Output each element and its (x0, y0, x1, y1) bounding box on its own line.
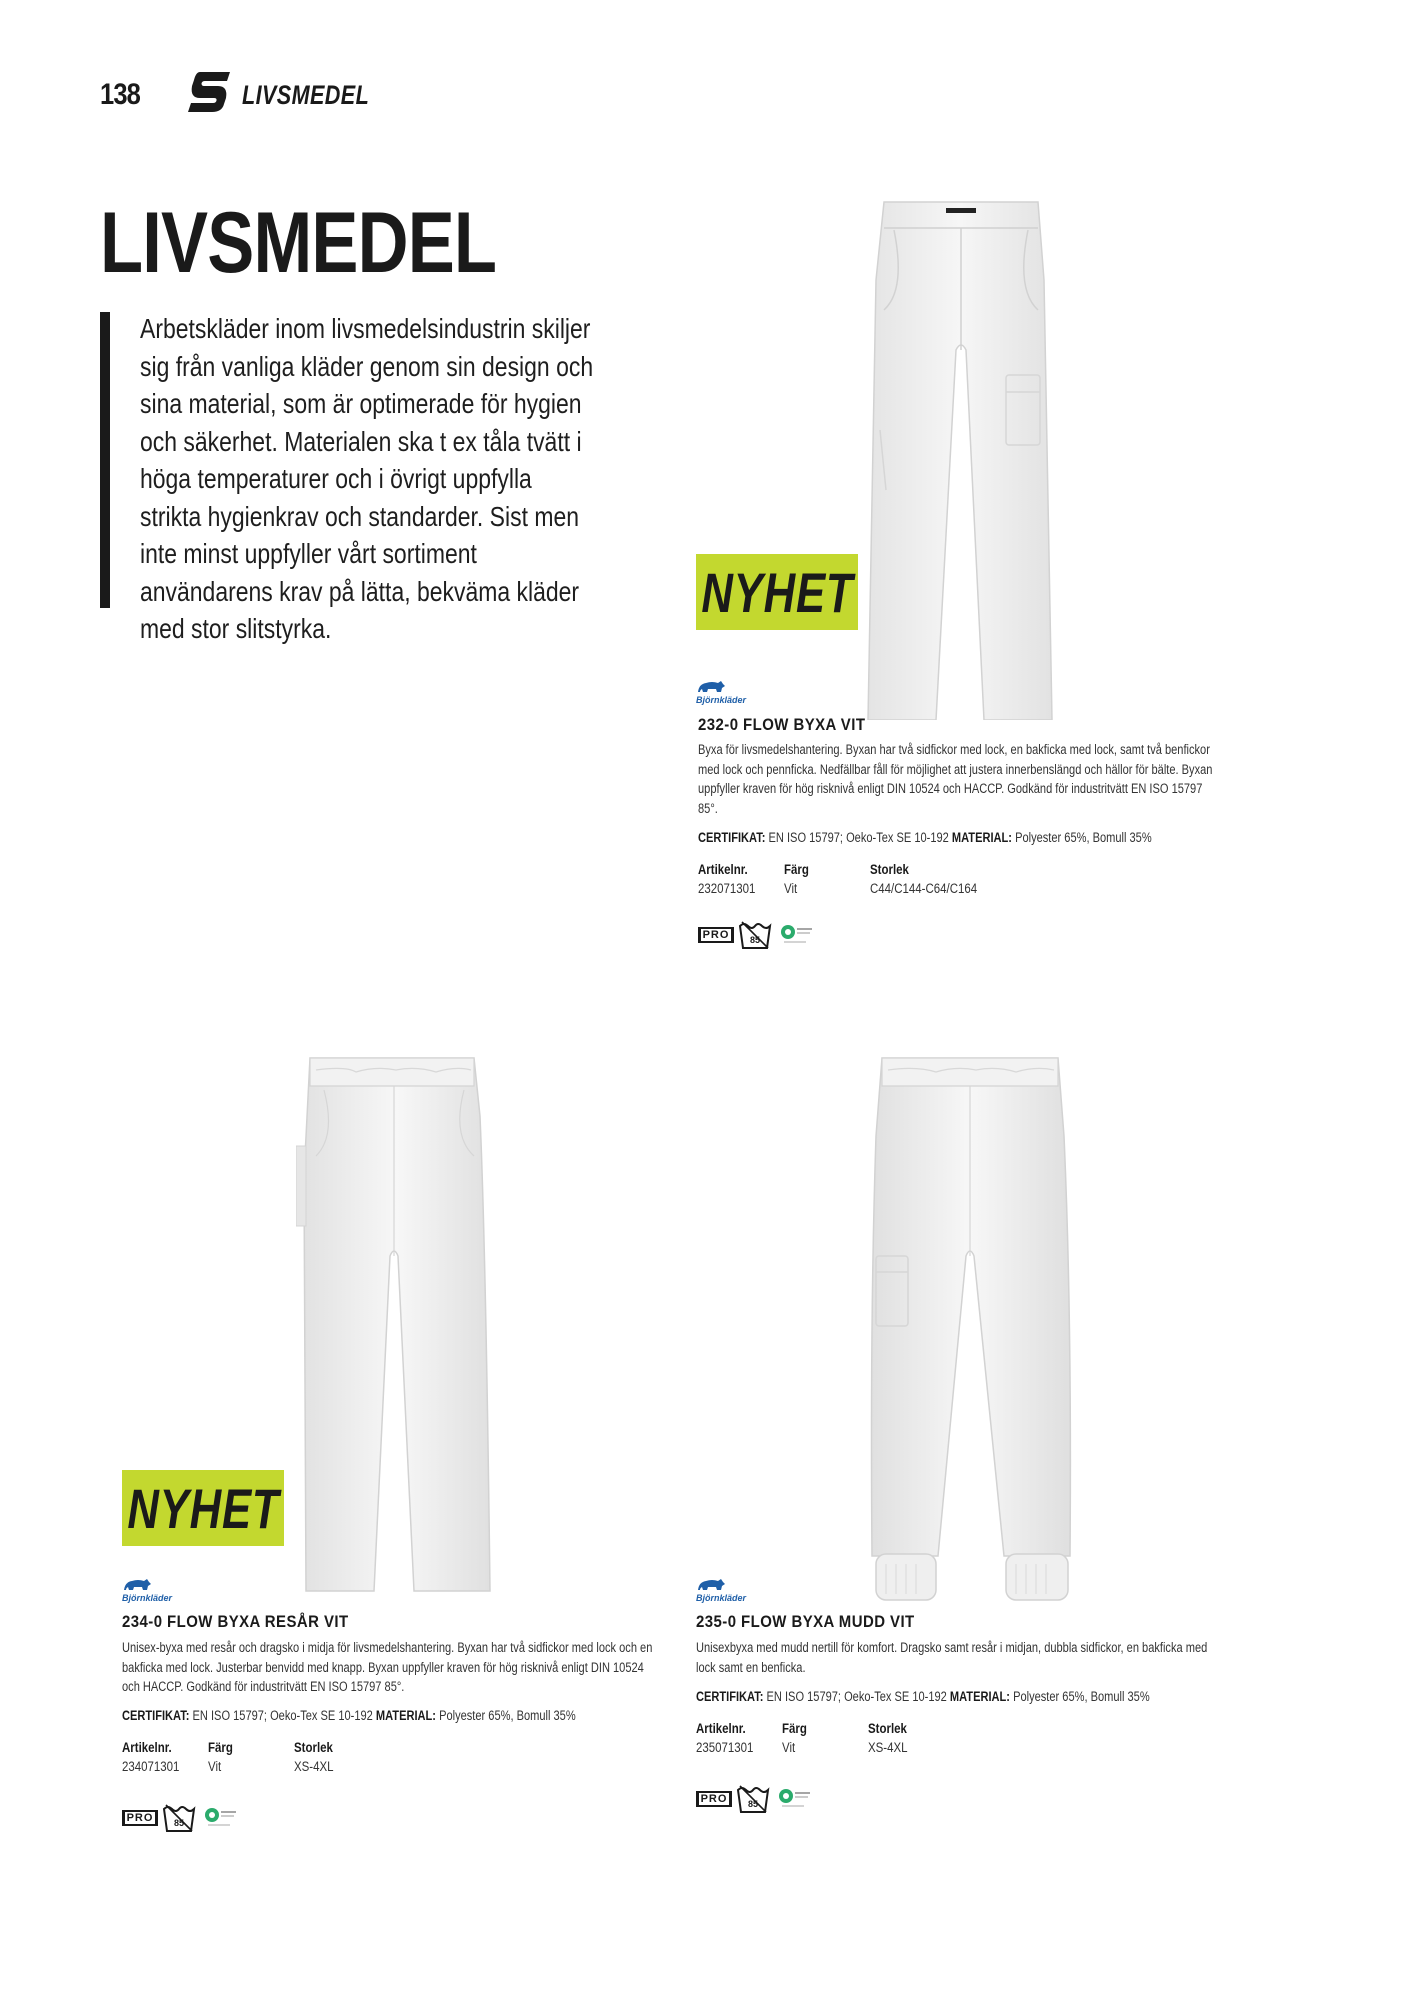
wash-85-icon (738, 920, 772, 950)
intro-accent-bar (100, 312, 110, 608)
product-cert-line (698, 830, 1152, 845)
brand-logo (696, 678, 756, 708)
product-title: 234-0 FLOW BYXA RESÅR VIT (122, 1612, 349, 1631)
product-description: Byxa för livsmedelshantering. Byxan har två sidfickor med lock, en bakficka med lock, samt två benfickor med lock och pennficka. Nedfällbar fåll för möjlighet att justera innerbenslängd och hällor för bälte. Byxan uppfyller kraven för hög risknivå enligt DIN 10524 och HACCP. Godkänd för industritvätt EN ISO 15797 85°. (698, 742, 1213, 816)
col-header-size: Storlek (294, 1740, 333, 1755)
brand-s-logo-icon (186, 70, 232, 114)
product-title: 232-0 FLOW BYXA VIT (698, 715, 866, 734)
col-header-size: Storlek (868, 1721, 907, 1736)
col-header-article: Artikelnr. (698, 862, 748, 877)
pro-label: PRO (702, 929, 730, 941)
wash-temp-label: 85 (173, 1818, 185, 1828)
wash-85-icon (736, 1784, 770, 1814)
product-cert-line (122, 1708, 576, 1723)
brand-logo-text: Björnkläder (696, 1593, 747, 1603)
col-header-size: Storlek (870, 862, 909, 877)
col-header-article: Artikelnr. (696, 1721, 746, 1736)
wash-temp-label: 85 (747, 1799, 759, 1809)
cert-label: CERTIFIKAT: (122, 1708, 190, 1723)
bear-icon (696, 1576, 726, 1594)
product-description: Unisexbyxa med mudd nertill för komfort. Dragsko samt resår i midjan, dubbla sidfickor, en bakficka med lock samt en benficka. (696, 1640, 1208, 1675)
size-value: XS-4XL (868, 1740, 908, 1755)
section-label: LIVSMEDEL (242, 80, 370, 110)
article-number: 232071301 (698, 881, 756, 896)
cert-label: CERTIFIKAT: (696, 1689, 764, 1704)
nyhet-badge-label: NYHET (127, 1476, 279, 1540)
cert-value: EN ISO 15797; Oeko-Tex SE 10-192 (192, 1708, 373, 1723)
product-title: 235-0 FLOW BYXA MUDD VIT (696, 1612, 915, 1631)
nyhet-badge-label: NYHET (701, 560, 853, 624)
product-cert-line (696, 1689, 1150, 1704)
bear-icon (696, 678, 726, 696)
color-value: Vit (784, 881, 798, 896)
pro-label: PRO (126, 1812, 154, 1824)
col-header-color: Färg (784, 862, 809, 877)
material-value: Polyester 65%, Bomull 35% (1013, 1689, 1150, 1704)
pro-icon (698, 927, 734, 943)
brand-logo-text: Björnkläder (696, 695, 747, 705)
article-number: 234071301 (122, 1759, 180, 1774)
page-number: 138 (100, 78, 141, 111)
col-header-article: Artikelnr. (122, 1740, 172, 1755)
nyhet-badge (122, 1470, 284, 1546)
product-image-235 (866, 1056, 1076, 1604)
col-header-color: Färg (208, 1740, 233, 1755)
oeko-tex-icon (204, 1807, 238, 1829)
bear-icon (122, 1576, 152, 1594)
material-value: Polyester 65%, Bomull 35% (1015, 830, 1152, 845)
nyhet-badge (696, 554, 858, 630)
pro-icon (122, 1810, 158, 1826)
brand-logo (696, 1576, 756, 1606)
material-label: MATERIAL: (375, 1708, 436, 1723)
wash-temp-label: 85 (749, 935, 761, 945)
wash-85-icon (162, 1803, 196, 1833)
page-title: LIVSMEDEL (100, 195, 497, 291)
intro-paragraph: Arbetskläder inom livsmedelsindustrin skiljer sig från vanliga kläder genom sin design och sina material, som är optimerade för hygien och säkerhet. Materialen ska t ex tåla tvätt i höga temperaturer och i övrigt uppfylla strikta hygienkrav och standarder. Sist men inte minst uppfyller vårt sortiment användarens krav på lätta, bekväma kläder med stor slitstyrka. (140, 313, 594, 644)
cert-label: CERTIFIKAT: (698, 830, 766, 845)
brand-logo (122, 1576, 182, 1606)
material-value: Polyester 65%, Bomull 35% (439, 1708, 576, 1723)
material-label: MATERIAL: (951, 830, 1012, 845)
oeko-tex-icon (780, 924, 814, 946)
size-value: C44/C144-C64/C164 (870, 881, 978, 896)
color-value: Vit (782, 1740, 796, 1755)
color-value: Vit (208, 1759, 222, 1774)
oeko-tex-icon (778, 1788, 812, 1810)
size-value: XS-4XL (294, 1759, 334, 1774)
pro-label: PRO (700, 1793, 728, 1805)
cert-value: EN ISO 15797; Oeko-Tex SE 10-192 (768, 830, 949, 845)
cert-value: EN ISO 15797; Oeko-Tex SE 10-192 (766, 1689, 947, 1704)
product-image-232 (866, 200, 1056, 720)
pro-icon (696, 1791, 732, 1807)
article-number: 235071301 (696, 1740, 754, 1755)
col-header-color: Färg (782, 1721, 807, 1736)
product-image-234 (296, 1056, 496, 1596)
product-description: Unisex-byxa med resår och dragsko i midja för livsmedelshantering. Byxan har två sidfickor med lock och en bakficka med lock. Justerbar benvidd med knapp. Byxan uppfyller kraven för hög risknivå enligt DIN 10524 och HACCP. Godkänd för industritvätt EN ISO 15797 85°. (122, 1640, 653, 1694)
brand-logo-text: Björnkläder (122, 1593, 173, 1603)
material-label: MATERIAL: (949, 1689, 1010, 1704)
